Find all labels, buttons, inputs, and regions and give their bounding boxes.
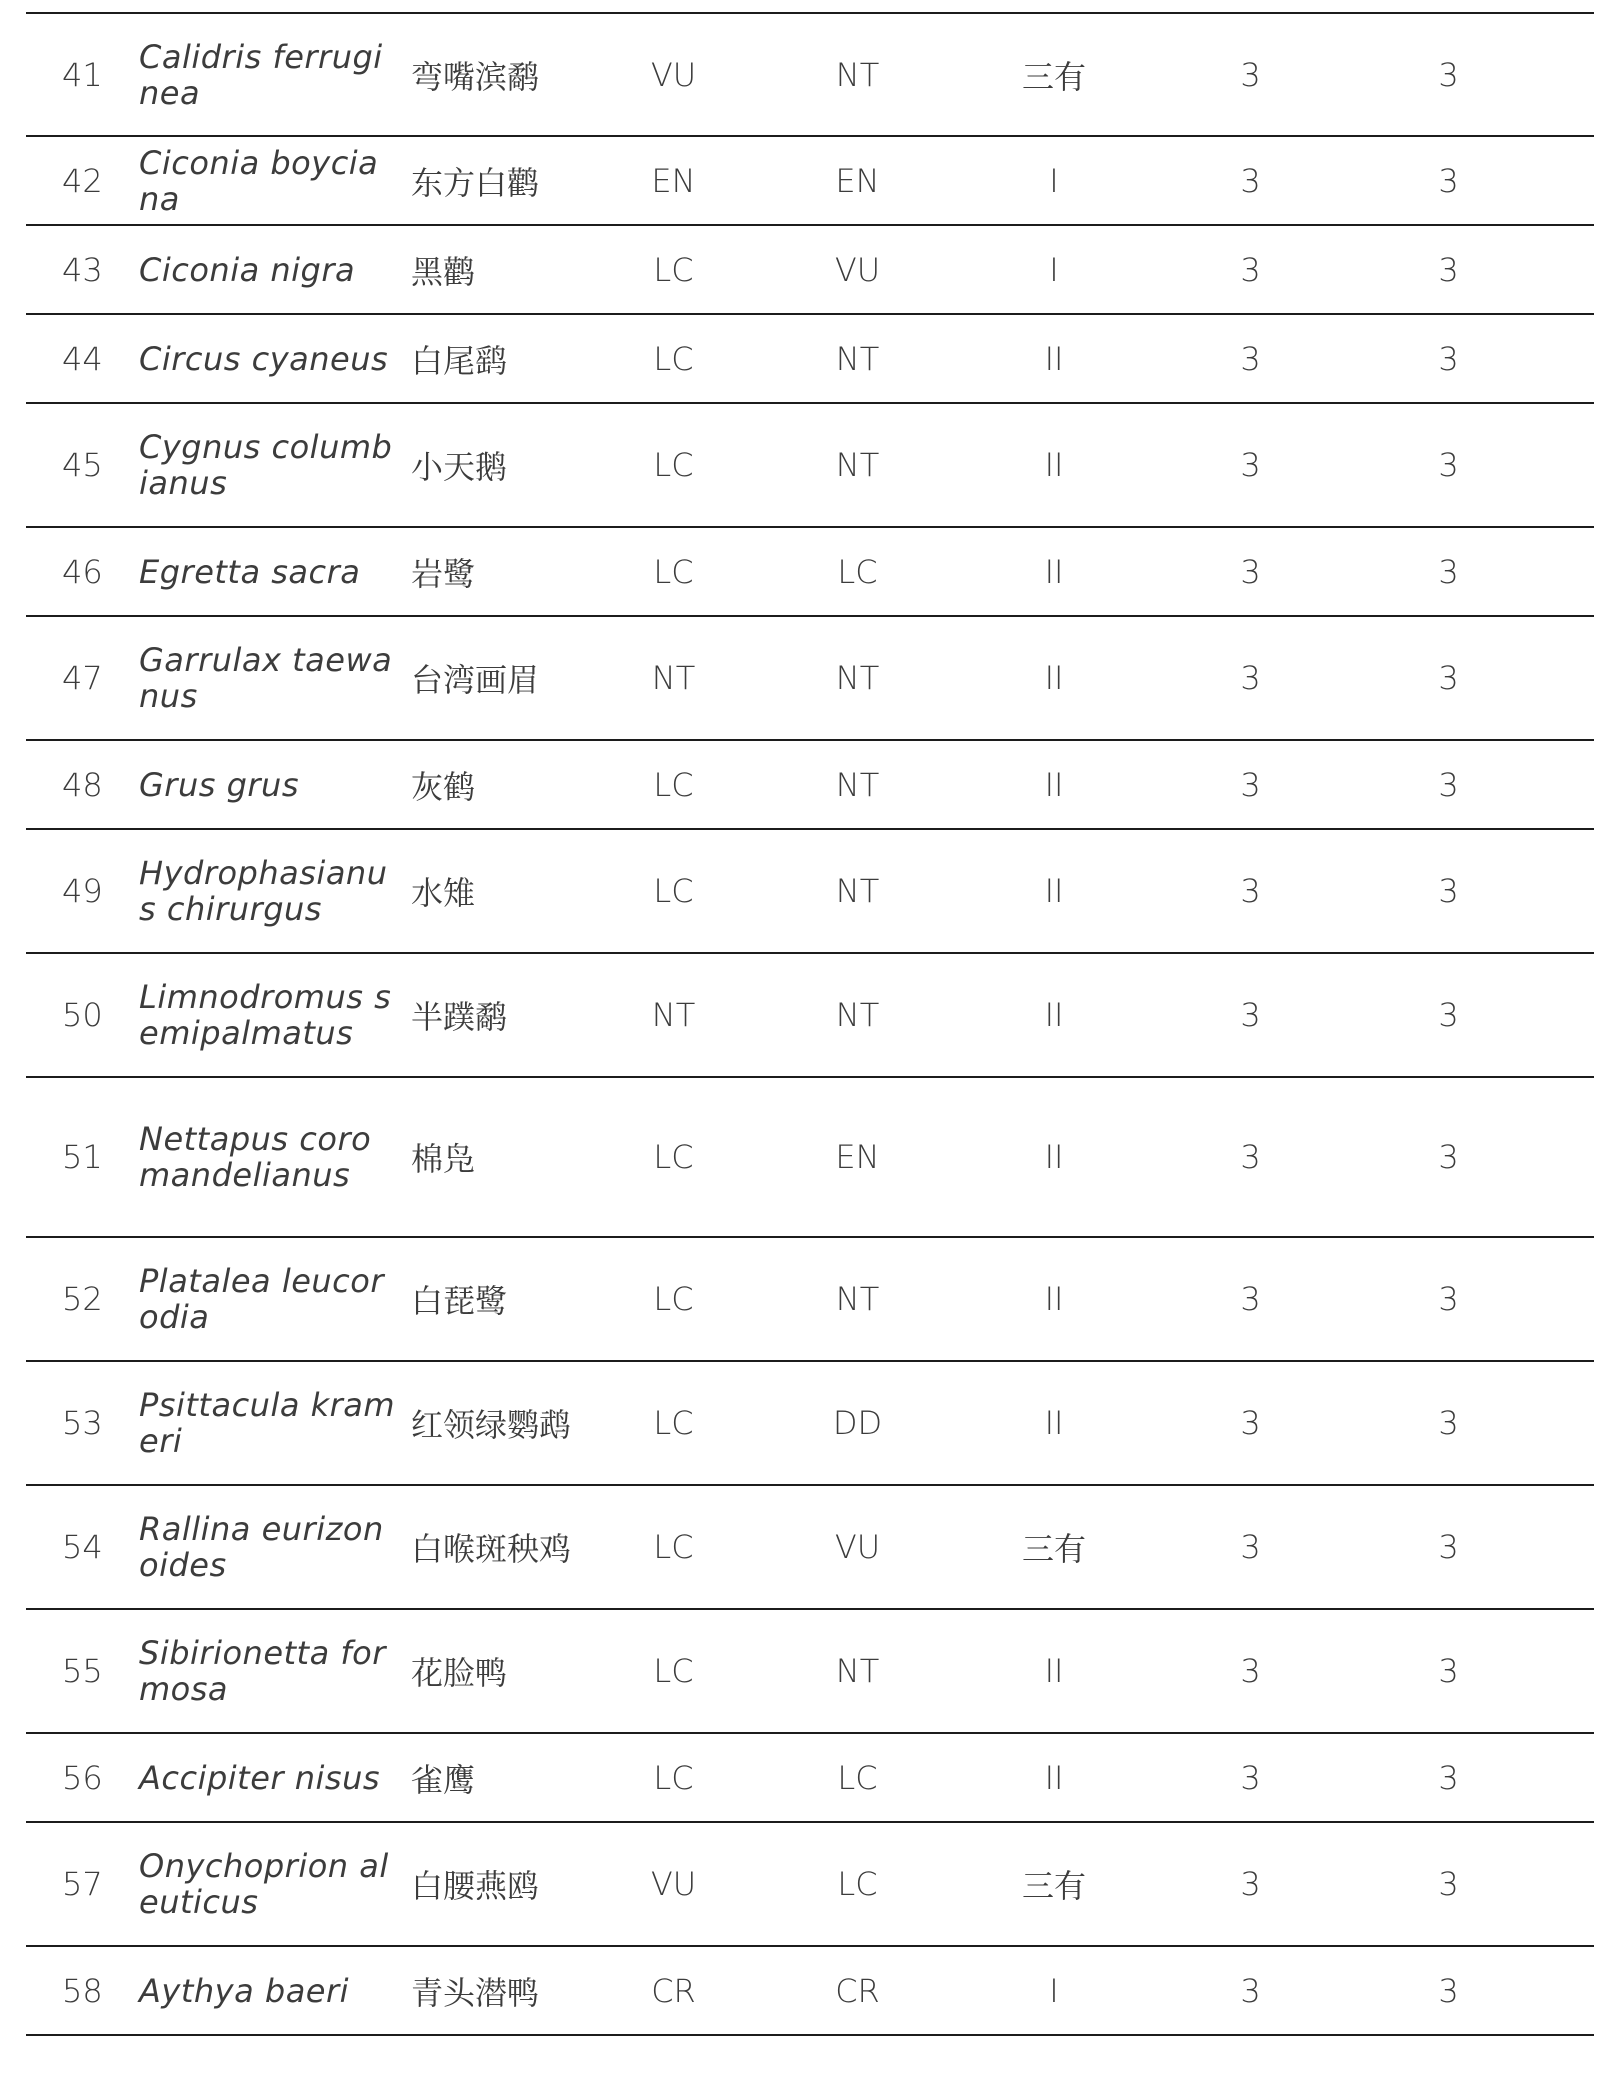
status-a: LC bbox=[653, 1652, 694, 1690]
value-e: 3 bbox=[1438, 765, 1459, 804]
row-number: 43 bbox=[62, 250, 103, 289]
chinese-name: 台湾画眉 bbox=[411, 661, 540, 699]
row-number: 42 bbox=[62, 161, 103, 200]
status-a: VU bbox=[650, 1865, 697, 1903]
protection-level: II bbox=[1044, 1758, 1064, 1797]
value-d: 3 bbox=[1240, 55, 1261, 94]
scientific-name: Nettapus coromandelianus bbox=[139, 1120, 372, 1194]
row-number: 57 bbox=[62, 1865, 103, 1903]
status-b: NT bbox=[835, 659, 880, 697]
scientific-name: Calidris ferruginea bbox=[139, 37, 383, 112]
protection-level: II bbox=[1044, 339, 1064, 378]
value-e: 3 bbox=[1438, 1865, 1459, 1903]
status-b: VU bbox=[834, 1528, 881, 1566]
value-e: 3 bbox=[1438, 659, 1459, 697]
species-table bbox=[26, 12, 1594, 2036]
row-number: 58 bbox=[62, 1971, 103, 2010]
row-number: 46 bbox=[62, 552, 103, 591]
table-row bbox=[26, 1361, 1594, 1485]
status-a: LC bbox=[653, 1138, 694, 1176]
table-row bbox=[26, 527, 1594, 616]
value-d: 3 bbox=[1240, 1865, 1261, 1903]
value-e: 3 bbox=[1438, 1138, 1459, 1176]
row-number: 53 bbox=[62, 1404, 103, 1442]
scientific-name: Ciconia boyciana bbox=[139, 143, 379, 218]
value-d: 3 bbox=[1240, 161, 1261, 200]
scientific-name: Sibirionetta formosa bbox=[139, 1634, 386, 1708]
value-e: 3 bbox=[1438, 1971, 1459, 2010]
table-row bbox=[26, 1485, 1594, 1609]
status-b: LC bbox=[837, 1865, 878, 1903]
row-number: 50 bbox=[62, 996, 103, 1034]
status-b: LC bbox=[837, 1758, 878, 1797]
status-b: NT bbox=[835, 996, 880, 1034]
chinese-name: 白腰燕鸥 bbox=[411, 1867, 540, 1905]
value-e: 3 bbox=[1438, 161, 1459, 200]
status-a: LC bbox=[653, 446, 694, 484]
value-d: 3 bbox=[1240, 1138, 1261, 1176]
chinese-name: 小天鹅 bbox=[411, 448, 508, 486]
status-a: LC bbox=[653, 1758, 694, 1797]
status-b: LC bbox=[837, 552, 878, 591]
status-b: DD bbox=[832, 1404, 883, 1442]
status-a: LC bbox=[653, 872, 694, 910]
value-e: 3 bbox=[1438, 1758, 1459, 1797]
table-row bbox=[26, 616, 1594, 740]
status-b: EN bbox=[835, 1138, 880, 1176]
protection-level: II bbox=[1044, 446, 1064, 484]
protection-level: II bbox=[1044, 1138, 1064, 1176]
status-a: VU bbox=[650, 55, 697, 94]
value-d: 3 bbox=[1240, 765, 1261, 804]
value-d: 3 bbox=[1240, 1971, 1261, 2010]
row-number: 49 bbox=[62, 872, 103, 910]
scientific-name: Grus grus bbox=[139, 765, 299, 804]
chinese-name: 雀鹰 bbox=[411, 1760, 476, 1799]
value-e: 3 bbox=[1438, 1652, 1459, 1690]
chinese-name: 青头潜鸭 bbox=[411, 1973, 540, 2012]
value-d: 3 bbox=[1240, 1280, 1261, 1318]
table-row bbox=[26, 953, 1594, 1077]
scientific-name: Accipiter nisus bbox=[139, 1758, 381, 1797]
scientific-name: Cygnus columbianus bbox=[139, 428, 393, 502]
value-d: 3 bbox=[1240, 552, 1261, 591]
scientific-name: Circus cyaneus bbox=[139, 339, 389, 378]
status-a: CR bbox=[651, 1971, 696, 2010]
protection-level: II bbox=[1044, 1404, 1064, 1442]
protection-level: II bbox=[1044, 659, 1064, 697]
value-e: 3 bbox=[1438, 446, 1459, 484]
value-e: 3 bbox=[1438, 872, 1459, 910]
table-row bbox=[26, 1822, 1594, 1946]
table-body bbox=[26, 13, 1594, 2035]
chinese-name: 白喉斑秧鸡 bbox=[411, 1530, 572, 1568]
row-number: 44 bbox=[62, 339, 103, 378]
value-d: 3 bbox=[1240, 1528, 1261, 1566]
status-a: LC bbox=[653, 765, 694, 804]
status-a: LC bbox=[653, 1280, 694, 1318]
scientific-name: Rallina eurizonoides bbox=[139, 1510, 384, 1584]
row-number: 54 bbox=[62, 1528, 103, 1566]
value-e: 3 bbox=[1438, 250, 1459, 289]
chinese-name: 半蹼鹬 bbox=[411, 998, 508, 1036]
scientific-name: Egretta sacra bbox=[139, 552, 361, 591]
table-row bbox=[26, 136, 1594, 225]
table-row bbox=[26, 13, 1594, 136]
table-row bbox=[26, 1609, 1594, 1733]
value-d: 3 bbox=[1240, 250, 1261, 289]
protection-level: 三有 bbox=[1021, 1867, 1086, 1905]
protection-level: 三有 bbox=[1021, 57, 1086, 96]
value-e: 3 bbox=[1438, 552, 1459, 591]
chinese-name: 棉凫 bbox=[411, 1140, 476, 1178]
scientific-name: Onychoprion aleuticus bbox=[139, 1847, 389, 1921]
value-e: 3 bbox=[1438, 1404, 1459, 1442]
value-d: 3 bbox=[1240, 872, 1261, 910]
status-b: VU bbox=[834, 250, 881, 289]
status-a: EN bbox=[651, 161, 696, 200]
value-d: 3 bbox=[1240, 996, 1261, 1034]
protection-level: II bbox=[1044, 1280, 1064, 1318]
status-b: CR bbox=[835, 1971, 880, 2010]
chinese-name: 红领绿鹦鹉 bbox=[411, 1406, 572, 1444]
status-b: NT bbox=[835, 55, 880, 94]
row-number: 52 bbox=[62, 1280, 103, 1318]
chinese-name: 白尾鹞 bbox=[411, 341, 508, 380]
value-d: 3 bbox=[1240, 1652, 1261, 1690]
value-e: 3 bbox=[1438, 339, 1459, 378]
chinese-name: 水雉 bbox=[411, 874, 476, 912]
scientific-name: Platalea leucorodia bbox=[139, 1262, 384, 1336]
row-number: 51 bbox=[62, 1138, 103, 1176]
protection-level: II bbox=[1044, 872, 1064, 910]
status-a: LC bbox=[653, 339, 694, 378]
scientific-name: Garrulax taewanus bbox=[139, 641, 393, 715]
protection-level: II bbox=[1044, 765, 1064, 804]
row-number: 41 bbox=[62, 55, 103, 94]
protection-level: I bbox=[1049, 250, 1059, 289]
value-d: 3 bbox=[1240, 446, 1261, 484]
value-e: 3 bbox=[1438, 1528, 1459, 1566]
protection-level: I bbox=[1049, 161, 1059, 200]
chinese-name: 花脸鸭 bbox=[411, 1654, 508, 1692]
protection-level: II bbox=[1044, 552, 1064, 591]
value-e: 3 bbox=[1438, 1280, 1459, 1318]
status-a: LC bbox=[653, 250, 694, 289]
table-row bbox=[26, 829, 1594, 953]
status-b: NT bbox=[835, 1652, 880, 1690]
status-a: LC bbox=[653, 552, 694, 591]
table-row bbox=[26, 1237, 1594, 1361]
status-b: NT bbox=[835, 872, 880, 910]
chinese-name: 弯嘴滨鹬 bbox=[411, 57, 540, 96]
status-a: NT bbox=[651, 659, 696, 697]
status-a: NT bbox=[651, 996, 696, 1034]
protection-level: II bbox=[1044, 996, 1064, 1034]
table-row bbox=[26, 314, 1594, 403]
status-a: LC bbox=[653, 1404, 694, 1442]
row-number: 48 bbox=[62, 765, 103, 804]
chinese-name: 黑鹳 bbox=[411, 252, 476, 291]
value-e: 3 bbox=[1438, 55, 1459, 94]
scientific-name: Aythya baeri bbox=[139, 1971, 350, 2010]
table-row bbox=[26, 1946, 1594, 2035]
status-b: EN bbox=[835, 161, 880, 200]
value-d: 3 bbox=[1240, 659, 1261, 697]
scientific-name: Hydrophasianus chirurgus bbox=[139, 854, 388, 928]
protection-level: II bbox=[1044, 1652, 1064, 1690]
table-row bbox=[26, 1077, 1594, 1237]
row-number: 45 bbox=[62, 446, 103, 484]
table-row bbox=[26, 403, 1594, 527]
scientific-name: Ciconia nigra bbox=[139, 250, 356, 289]
scientific-name: Limnodromus semipalmatus bbox=[139, 978, 392, 1052]
chinese-name: 东方白鹳 bbox=[411, 163, 540, 202]
table-row bbox=[26, 1733, 1594, 1822]
row-number: 47 bbox=[62, 659, 103, 697]
row-number: 56 bbox=[62, 1758, 103, 1797]
value-e: 3 bbox=[1438, 996, 1459, 1034]
value-d: 3 bbox=[1240, 1404, 1261, 1442]
status-a: LC bbox=[653, 1528, 694, 1566]
status-b: NT bbox=[835, 765, 880, 804]
row-number: 55 bbox=[62, 1652, 103, 1690]
protection-level: 三有 bbox=[1021, 1530, 1086, 1568]
chinese-name: 白琵鹭 bbox=[411, 1282, 508, 1320]
chinese-name: 岩鹭 bbox=[411, 554, 476, 593]
scientific-name: Psittacula krameri bbox=[139, 1386, 396, 1460]
status-b: NT bbox=[835, 446, 880, 484]
status-b: NT bbox=[835, 1280, 880, 1318]
protection-level: I bbox=[1049, 1971, 1059, 2010]
value-d: 3 bbox=[1240, 1758, 1261, 1797]
value-d: 3 bbox=[1240, 339, 1261, 378]
status-b: NT bbox=[835, 339, 880, 378]
table-row bbox=[26, 740, 1594, 829]
table-row bbox=[26, 225, 1594, 314]
chinese-name: 灰鹤 bbox=[411, 767, 476, 806]
